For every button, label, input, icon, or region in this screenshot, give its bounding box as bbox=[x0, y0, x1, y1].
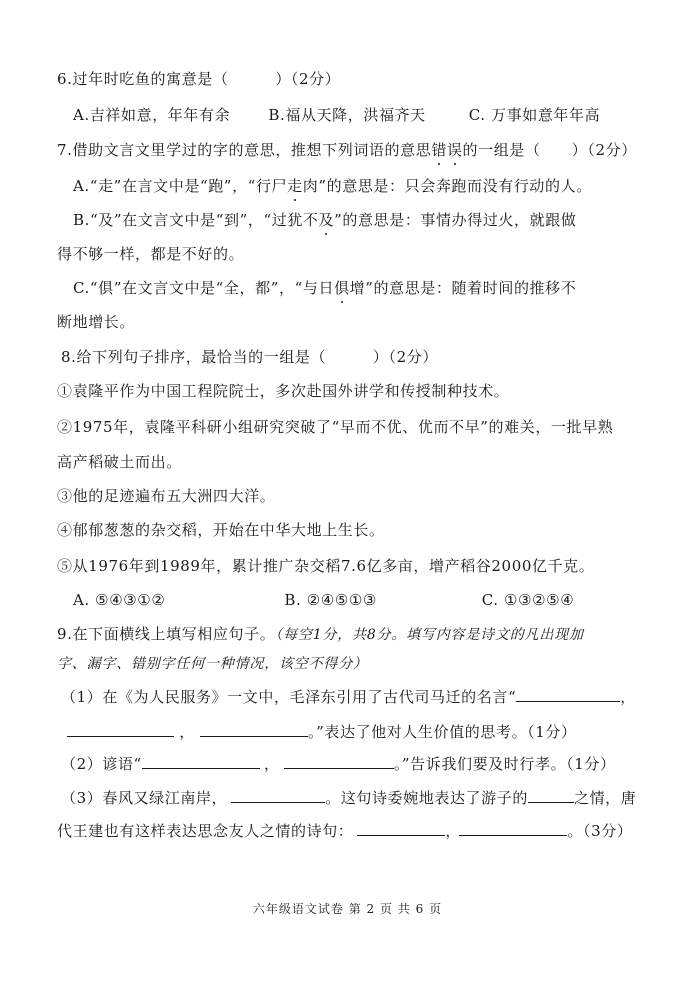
q9-stem bbox=[57, 624, 584, 645]
q9-sub1-cont bbox=[67, 721, 577, 742]
q8-option-a: A. ⑤④③①② bbox=[73, 591, 166, 609]
q9-sub2-text: 。”告诉我们要及时行孝。（1分） bbox=[393, 755, 616, 773]
q7-option-c bbox=[73, 278, 576, 298]
q9-sub3-text: （3）春风又绿江南岸， bbox=[61, 789, 228, 807]
answer-blank[interactable] bbox=[459, 820, 567, 836]
q8-stem: 8.给下列句子排序，最恰当的一组是（ ）（2分） bbox=[61, 348, 438, 366]
emphasis-char: 俱 bbox=[334, 279, 350, 297]
punct: ， bbox=[264, 755, 280, 773]
q7-option-b-text: B.“及”在文言文中是“到”，“过犹不 bbox=[73, 211, 319, 229]
q9-sub3-text: 之情，唐 bbox=[573, 789, 637, 807]
q7-option-c-text: C.“俱”在文言文中是“全，都”，“与日 bbox=[73, 279, 335, 297]
q6-options bbox=[73, 105, 600, 125]
q8-option-b: B. ②④⑤①③ bbox=[284, 591, 377, 609]
q8-sentence-2: ②1975年，袁隆平科研小组研究突破了“早而不优、优而不早”的难关，一批早熟 bbox=[57, 418, 614, 436]
q9-sub3-text: 。这句诗委婉地表达了游子的 bbox=[325, 789, 528, 807]
q6-option-b: B.福从天降，洪福齐天 bbox=[268, 106, 426, 124]
q7-option-b-text: ”的意思是：事情办得过火，就跟做 bbox=[334, 211, 577, 229]
emphasis-char: 错 bbox=[431, 141, 447, 159]
q9-sub1-text: 。”表达了他对人生价值的思考。（1分） bbox=[308, 723, 577, 741]
q9-sub3-cont bbox=[57, 820, 632, 841]
q7-option-a-text: A.“走”在言文中是“跑”，“行尸 bbox=[73, 177, 288, 195]
q9-sub3-text: 。（3分） bbox=[567, 822, 633, 840]
q9-scoring-note: （每空1分，共8分。填写内容是诗文的凡出现加 bbox=[275, 627, 584, 643]
q6-option-c: C. 万事如意年年高 bbox=[468, 106, 601, 124]
q8-sentence-1: ①袁隆平作为中国工程院院士，多次赴国外讲学和传授制种技术。 bbox=[57, 382, 510, 400]
answer-blank[interactable] bbox=[200, 721, 308, 737]
q9-sub1-text: （1）在《为人民服务》一文中，毛泽东引用了古代司马迁的名言“ bbox=[61, 688, 517, 706]
answer-blank[interactable] bbox=[357, 820, 445, 836]
q7-option-b bbox=[73, 210, 576, 230]
answer-blank[interactable] bbox=[231, 787, 325, 803]
q6-option-a: A.吉祥如意，年年有余 bbox=[73, 106, 231, 124]
q8-option-c: C. ①③②⑤④ bbox=[481, 591, 575, 609]
punct: ， bbox=[179, 723, 195, 741]
q8-options bbox=[73, 590, 574, 610]
q7-stem bbox=[57, 140, 637, 160]
punct: ， bbox=[620, 688, 636, 706]
answer-blank[interactable] bbox=[284, 753, 394, 769]
answer-blank[interactable] bbox=[67, 721, 174, 737]
emphasis-char: 及 bbox=[318, 211, 335, 229]
answer-blank[interactable] bbox=[528, 787, 574, 803]
q7-option-b-cont: 得不够一样，都是不好的。 bbox=[57, 245, 245, 263]
q9-sub2-text: （2）谚语“ bbox=[61, 755, 142, 773]
q9-sub3 bbox=[61, 787, 636, 808]
q9-sub1 bbox=[61, 686, 636, 707]
q8-sentence-4: ④郁郁葱葱的杂交稻，开始在中华大地上生长。 bbox=[57, 521, 385, 539]
emphasis-char: 误 bbox=[446, 141, 463, 159]
answer-blank[interactable] bbox=[142, 753, 260, 769]
punct: ， bbox=[445, 822, 462, 840]
q9-stem-text: 9.在下面横线上填写相应句子。 bbox=[57, 625, 276, 643]
answer-blank[interactable] bbox=[516, 686, 620, 702]
q9-sub3-text: 代王建也有这样表达思念友人之情的诗句： bbox=[57, 822, 354, 840]
q9-sub2 bbox=[61, 753, 616, 774]
q7-stem-text: 7.借助文言文里学过的字的意思，推想下列词语的意思 bbox=[57, 141, 432, 159]
q7-option-a-text: 肉”的意思是：只会奔跑而没有行动的人。 bbox=[302, 177, 592, 195]
q7-option-c-text: 增”的意思是：随着时间的推移不 bbox=[349, 279, 577, 297]
q8-sentence-3: ③他的足迹遍布五大洲四大洋。 bbox=[57, 487, 276, 505]
q7-option-c-cont: 断地增长。 bbox=[57, 313, 136, 331]
q8-sentence-5: ⑤从1976年到1989年，累计推广杂交稻7.6亿多亩，增产稻谷2000亿千克。 bbox=[57, 557, 595, 575]
q8-sentence-2-cont: 高产稻破土而出。 bbox=[57, 453, 182, 471]
q9-scoring-note-cont: 字、漏字、错别字任何一种情况，该空不得分） bbox=[57, 656, 368, 672]
emphasis-char: 走 bbox=[287, 177, 303, 195]
q7-stem-text: 的一组是（ ）（2分） bbox=[462, 141, 637, 159]
q6-stem: 6.过年时吃鱼的寓意是（ ）（2分） bbox=[57, 70, 341, 88]
page-footer: 六年级语文试卷 第 2 页 共 6 页 bbox=[252, 902, 443, 916]
q7-option-a bbox=[73, 176, 592, 196]
